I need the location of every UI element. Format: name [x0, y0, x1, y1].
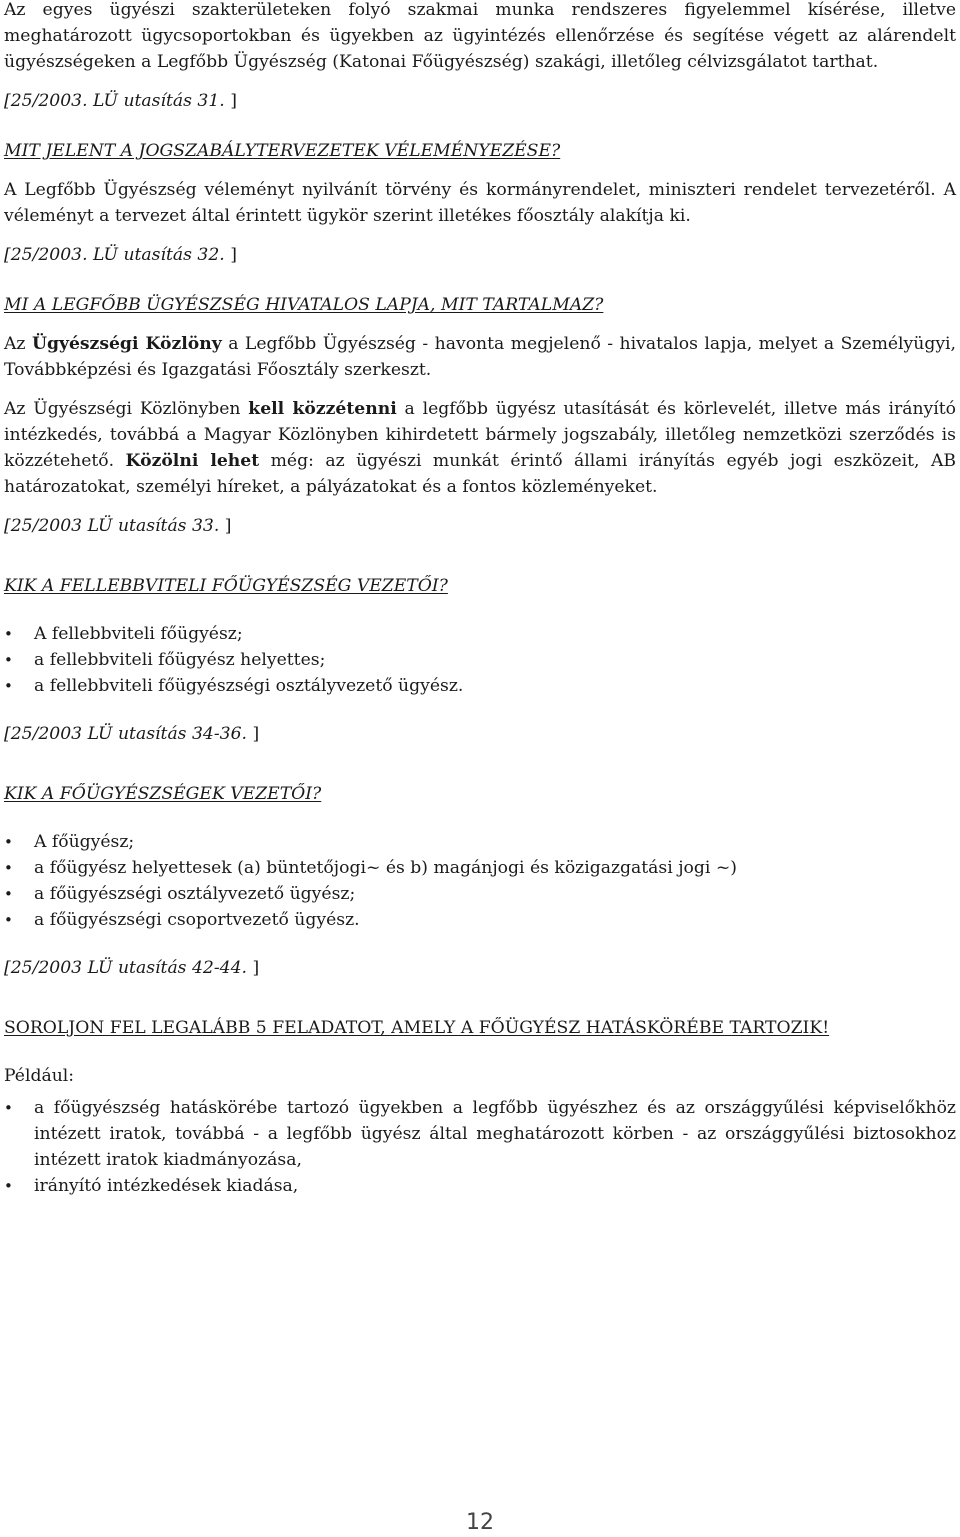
reference-34-36 — [4, 721, 956, 747]
p3-c: a legfőbb ügyész utasítását és körlevelét, illetve más irányító intézkedés, továbbá a Magyar Közlönyben kihirdetett bármely jogszabály, illetőleg nemzetközi szerződés is közzétehető. — [4, 399, 956, 471]
list-item — [4, 907, 956, 933]
bullet-icon: • — [4, 677, 13, 695]
p2-pre: Az — [4, 334, 32, 354]
bullet-icon: • — [4, 833, 13, 851]
list-fougyesz-feladatok — [4, 1095, 956, 1199]
paragraph-kozlony-tartalom — [4, 396, 956, 500]
bullet-icon: • — [4, 1099, 13, 1117]
p2-post: a Legfőbb Ügyészség - havonta megjelenő - hivatalos lapja, melyet a Személyügyi, Továbbképzési és Igazgatási Főosztály szerkeszt. — [4, 334, 956, 380]
reference-31 — [4, 88, 956, 114]
list-item-text: a főügyész helyettesek (a) büntetőjogi~ és b) magánjogi és közigazgatási jogi ~) — [34, 858, 737, 878]
list-item — [4, 829, 956, 855]
reference-42-44-text: [25/2003 LÜ utasítás 42-44. — [4, 958, 247, 978]
reference-32 — [4, 242, 956, 268]
reference-33-close: ] — [219, 516, 232, 536]
list-item — [4, 855, 956, 881]
heading-fellebbviteli-vezetok: KIK A FELLEBBVITELI FŐÜGYÉSZSÉG VEZETŐI? — [4, 576, 448, 596]
reference-32-text: [25/2003. LÜ utasítás 32. — [4, 245, 225, 265]
bullet-icon: • — [4, 651, 13, 669]
reference-42-44-close: ] — [246, 958, 260, 978]
bullet-icon: • — [4, 885, 13, 903]
list-item-text: A fellebbviteli főügyész; — [34, 624, 243, 644]
list-item — [4, 1095, 956, 1173]
list-item-text: irányító intézkedések kiadása, — [34, 1176, 299, 1196]
reference-31-close: ] — [224, 91, 237, 111]
bullet-icon: • — [4, 911, 13, 929]
intro-paragraph: Az egyes ügyészi szakterületeken folyó szakmai munka rendszeres figyelemmel kísérése, illetve meghatározott ügycsoportokban és ügyekben az ügyintézés ellenőrzése és segítése végett az alárendelt ügyészségeken a Legfőbb Ügyészség (Katonai Főügyészség) szakági, illetőleg célvizsgálatot tarthat. — [4, 0, 956, 72]
heading-fougyesz-hataskor: SOROLJON FEL LEGALÁBB 5 FELADATOT, AMELY A FŐÜGYÉSZ HATÁSKÖRÉBE TARTOZIK! — [4, 1018, 830, 1038]
reference-31-text: [25/2003. LÜ utasítás 31. — [4, 91, 225, 111]
list-item — [4, 621, 956, 647]
paragraph-peldaul: Például: — [4, 1066, 75, 1086]
list-item — [4, 647, 956, 673]
p3-bold-kell: kell közzétenni — [248, 399, 397, 419]
bullet-icon: • — [4, 859, 13, 877]
p3-d: még: az ügyészi munkát érintő állami irányítás egyéb jogi eszközeit, AB határozatokat, személyi híreket, a pályázatokat és a fontos közleményeket. — [4, 451, 956, 497]
p2-bold: Ügyészségi Közlöny — [31, 334, 222, 354]
reference-34-36-text: [25/2003 LÜ utasítás 34-36. — [4, 724, 247, 744]
list-item — [4, 673, 956, 699]
paragraph-ugyeszsegi-kozlony — [4, 331, 956, 383]
p3-a: Az Ügyészségi Közlönyben — [4, 399, 249, 419]
list-fougyeszsegek-vezetoi — [4, 829, 956, 933]
bullet-icon: • — [4, 1177, 13, 1195]
heading-hivatalos-lap: MI A LEGFŐBB ÜGYÉSZSÉG HIVATALOS LAPJA, MIT TARTALMAZ? — [4, 295, 604, 315]
reference-33-text: [25/2003 LÜ utasítás 33. — [4, 516, 220, 536]
bullet-icon: • — [4, 625, 13, 643]
list-item-text: A főügyész; — [34, 832, 135, 852]
list-item-text: a fellebbviteli főügyész helyettes; — [34, 650, 326, 670]
list-item-text: a főügyészségi csoportvezető ügyész. — [34, 910, 360, 930]
list-item-text: a fellebbviteli főügyészségi osztályvezető ügyész. — [34, 676, 464, 696]
list-item — [4, 881, 956, 907]
document-page — [4, 0, 956, 1199]
reference-34-36-close: ] — [246, 724, 260, 744]
reference-42-44 — [4, 955, 956, 981]
p3-bold-kozolni: Közölni lehet — [125, 451, 260, 471]
list-item-text: a főügyészségi osztályvezető ügyész; — [34, 884, 356, 904]
heading-jogszabalytervezetek: MIT JELENT A JOGSZABÁLYTERVEZETEK VÉLEMÉNYEZÉSE? — [4, 141, 561, 161]
heading-fougyeszsegek-vezetoi: KIK A FŐÜGYÉSZSÉGEK VEZETŐI? — [4, 784, 322, 804]
list-item — [4, 1173, 956, 1199]
list-item-text: a főügyészség hatáskörébe tartozó ügyekben a legfőbb ügyészhez és az országgyűlési képviselőkhöz intézett iratok, továbbá - a legfőbb ügyész által meghatározott körben - az országgyűlési biztosokhoz intézett iratok kiadmányozása, — [34, 1098, 956, 1170]
reference-32-close: ] — [224, 245, 237, 265]
list-fellebbviteli-vezetok — [4, 621, 956, 699]
page-number: 12 — [466, 1510, 494, 1535]
paragraph-velemenyezes: A Legfőbb Ügyészség véleményt nyilvánít törvény és kormányrendelet, miniszteri rendelet tervezetéről. A véleményt a tervezet által érintett ügykör szerint illetékes főosztály alakítja ki. — [4, 180, 956, 226]
reference-33 — [4, 513, 956, 539]
